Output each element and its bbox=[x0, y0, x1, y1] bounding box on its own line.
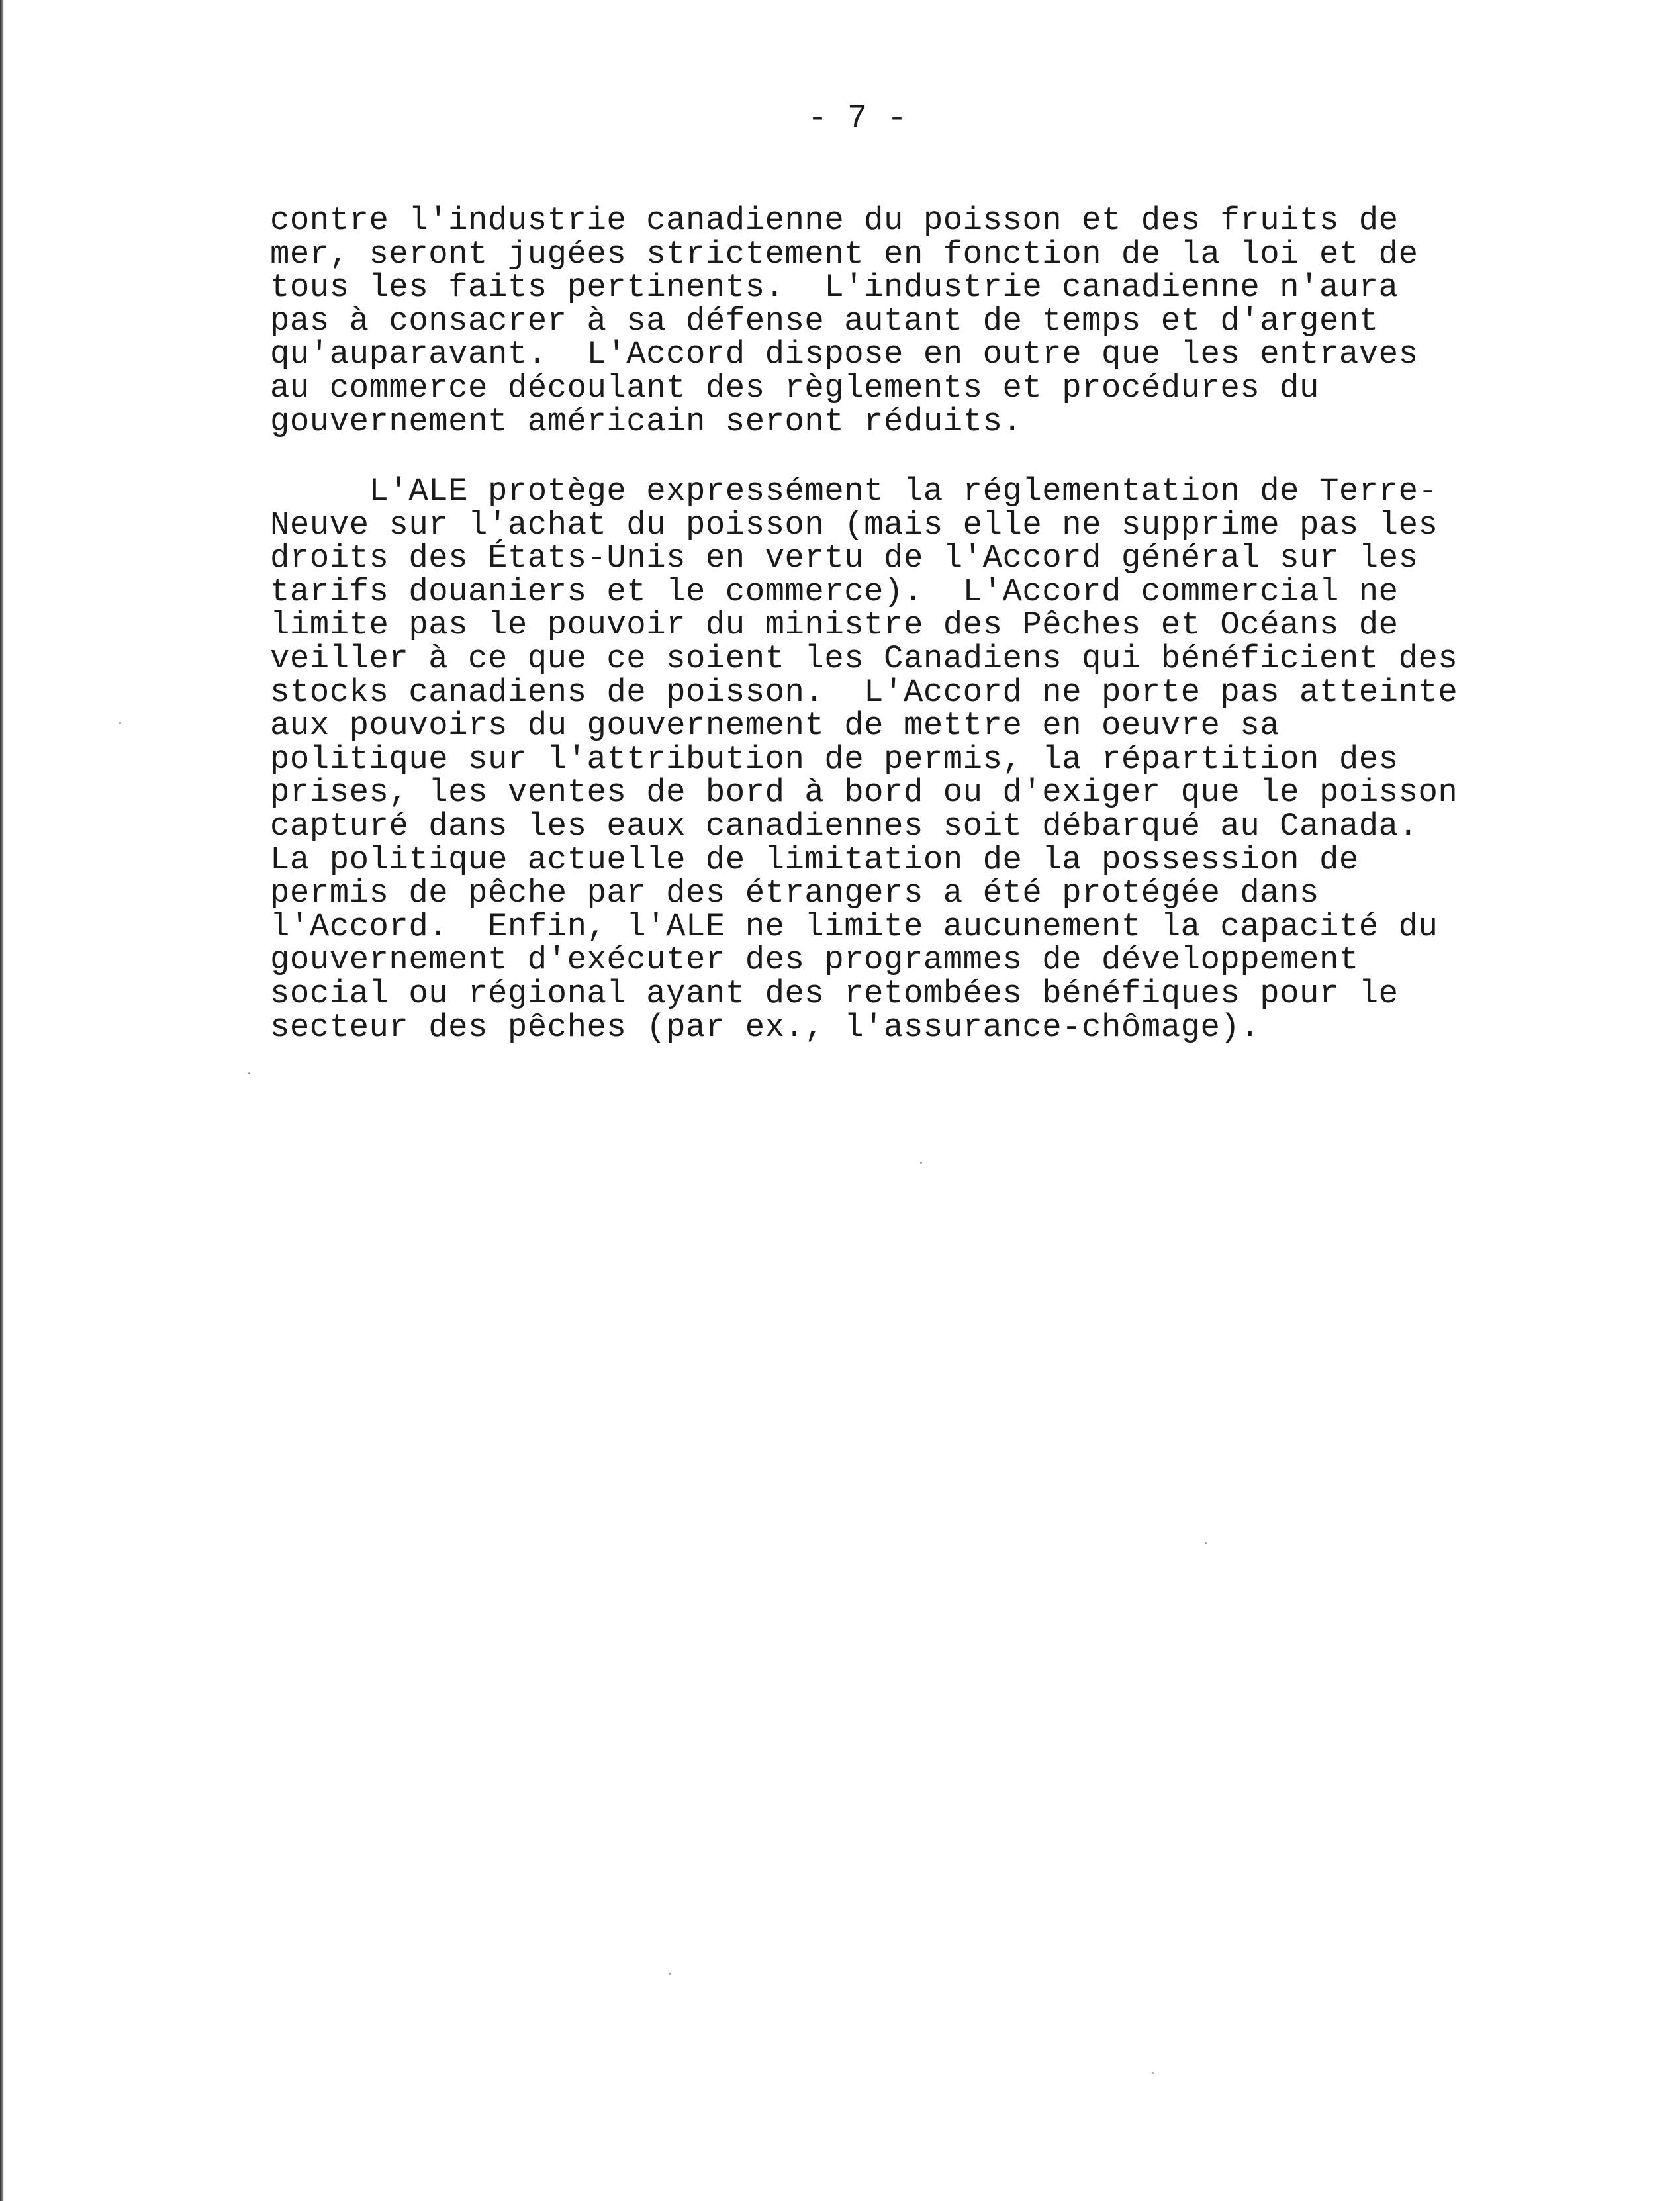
scan-speck bbox=[119, 722, 121, 724]
text-line: L'ALE protège expressément la réglementation de Terre- bbox=[270, 473, 1438, 510]
text-line: droits des États-Unis en vertu de l'Accord général sur les bbox=[270, 539, 1419, 577]
text-line: gouvernement d'exécuter des programmes de développement bbox=[270, 941, 1359, 979]
text-line: limite pas le pouvoir du ministre des Pêches et Océans de bbox=[270, 606, 1399, 644]
text-line: La politique actuelle de limitation de la possession de bbox=[270, 841, 1359, 878]
text-line: politique sur l'attribution de permis, la répartition des bbox=[270, 740, 1399, 778]
text-line: pas à consacrer à sa défense autant de temps et d'argent bbox=[270, 302, 1379, 340]
paragraph-2 bbox=[270, 475, 1475, 1044]
text-line: gouvernement américain seront réduits. bbox=[270, 402, 1023, 440]
text-line: aux pouvoirs du gouvernement de mettre en oeuvre sa bbox=[270, 707, 1280, 745]
text-line: Neuve sur l'achat du poisson (mais elle ne supprime pas les bbox=[270, 506, 1438, 543]
text-line: au commerce découlant des règlements et procédures du bbox=[270, 369, 1319, 406]
text-line: permis de pêche par des étrangers a été protégée dans bbox=[270, 874, 1319, 912]
text-line: secteur des pêches (par ex., l'assurance-chômage). bbox=[270, 1008, 1260, 1046]
scan-speck bbox=[1152, 2072, 1154, 2074]
text-line: tous les faits pertinents. L'industrie canadienne n'aura bbox=[270, 269, 1399, 306]
text-line: mer, seront jugées strictement en fonction de la loi et de bbox=[270, 235, 1419, 273]
scan-speck bbox=[248, 1072, 250, 1074]
paragraph-1 bbox=[270, 204, 1475, 438]
scan-speck bbox=[669, 1973, 671, 1975]
text-line: l'Accord. Enfin, l'ALE ne limite aucunement la capacité du bbox=[270, 908, 1438, 945]
text-line: veiller à ce que ce soient les Canadiens qui bénéficient des bbox=[270, 639, 1458, 677]
page-number: - 7 - bbox=[808, 100, 908, 138]
text-line: prises, les ventes de bord à bord ou d'exiger que le poisson bbox=[270, 774, 1458, 812]
text-line: capturé dans les eaux canadiennes soit débarqué au Canada. bbox=[270, 807, 1419, 845]
scan-speck bbox=[1205, 1542, 1207, 1544]
text-line: stocks canadiens de poisson. L'Accord ne porte pas atteinte bbox=[270, 673, 1458, 711]
scan-speck bbox=[920, 1162, 922, 1164]
text-line: tarifs douaniers et le commerce). L'Accord commercial ne bbox=[270, 573, 1399, 610]
scan-edge-shadow bbox=[0, 0, 4, 2201]
text-line: social ou régional ayant des retombées bénéfiques pour le bbox=[270, 974, 1399, 1012]
text-line: contre l'industrie canadienne du poisson et des fruits de bbox=[270, 202, 1399, 239]
text-line: qu'auparavant. L'Accord dispose en outre que les entraves bbox=[270, 336, 1419, 373]
